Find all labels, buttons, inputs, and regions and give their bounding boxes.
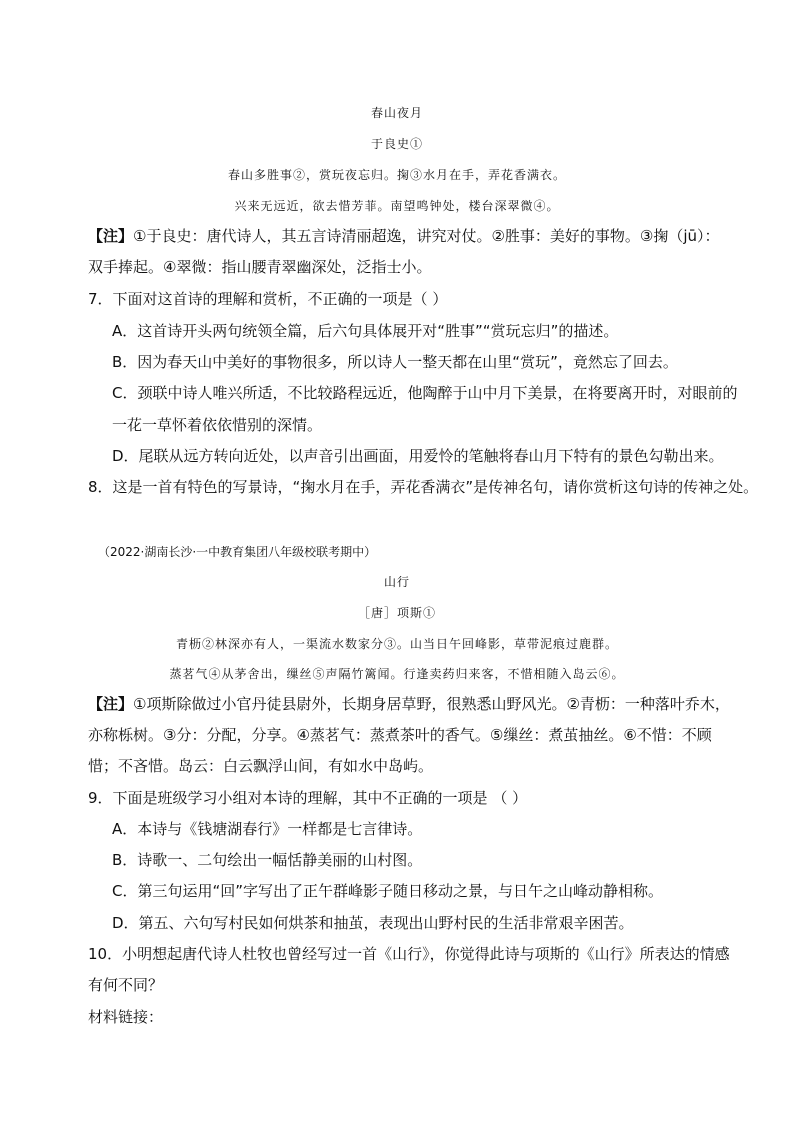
q9-option-d: D．第五、六句写村民如何烘茶和抽茧，表现出山野村民的生活非常艰辛困苦。	[112, 914, 634, 932]
q7-option-c-1: C．颈联中诗人唯兴所适，不比较路程远近，他陶醉于山中月下美景，在将要离开时，对眼前的	[112, 384, 738, 402]
q7-stem: 7．下面对这首诗的理解和赏析，不正确的一项是（ ）	[88, 290, 448, 308]
q9-option-c: C．第三句运用“回”字写出了正午群峰影子随日移动之景，与日午之山峰动静相称。	[112, 882, 664, 900]
q10-stem-2: 有何不同？	[88, 976, 164, 994]
note2-text-1: ①项斯除做过小官丹徒县尉外，长期身居草野，很熟悉山野风光。②青枥：一种落叶乔木，	[133, 695, 730, 713]
note2-line-1	[88, 694, 730, 714]
note2-label: 【注】	[88, 695, 134, 713]
poem2-title: 山行	[383, 575, 410, 589]
q9-stem: 9．下面是班级学习小组对本诗的理解，其中不正确的一项是 （ ）	[88, 789, 528, 807]
poem1-author: 于良史①	[370, 137, 423, 151]
poem1-line-1: 春山多胜事②，赏玩夜忘归。掬③水月在手，弄花香满衣。	[227, 168, 566, 182]
note1-line-2: 双手捧起。④翠微：指山腰青翠幽深处，泛指士小。	[88, 258, 432, 276]
q9-option-a: A．本诗与《钱塘湖春行》一样都是七言律诗。	[112, 820, 423, 838]
poem1-line-2: 兴来无远近，欲去惜芳菲。南望鸣钟处，楼台深翠微④。	[234, 199, 560, 213]
poem2-line-1: 青枥②林深亦有人，一渠流水数家分③。山当日午回峰影，草带泥痕过鹿群。	[175, 637, 618, 651]
poem2-line-2: 蒸茗气④从茅舍出，缫丝⑤声隔竹篱闻。行逢卖药归来客，不惜相随入岛云⑥。	[169, 667, 625, 681]
poem2-author: ［唐］项斯①	[357, 606, 436, 620]
note2-line-3: 惜；不吝惜。岛云：白云飘浮山间，有如水中岛屿。	[88, 757, 434, 775]
note2-line-2: 亦称栎树。③分：分配，分享。④蒸茗气：蒸煮茶叶的香气。⑤缫丝：煮茧抽丝。⑥不惜：不顾	[88, 726, 712, 744]
q10-material-link: 材料链接：	[88, 1008, 164, 1026]
q7-option-a: A．这首诗开头两句统领全篇，后六句具体展开对“胜事”“赏玩忘归”的描述。	[112, 322, 619, 340]
q9-option-b: B．诗歌一、二句绘出一幅恬静美丽的山村图。	[112, 851, 423, 869]
q7-option-c-2: 一花一草怀着依依惜别的深情。	[112, 416, 323, 434]
note1-line-1	[88, 226, 720, 246]
note1-text-1: ①于良史：唐代诗人，其五言诗清丽超逸，讲究对仗。②胜事：美好的事物。③掬（jū）：	[133, 227, 720, 245]
poem1-title: 春山夜月	[370, 106, 423, 120]
source-citation: （2022·湖南长沙·一中教育集团八年级校联考期中）	[98, 545, 377, 559]
q8-stem: 8．这是一首有特色的写景诗，“掬水月在手，弄花香满衣”是传神名句，请你赏析这句诗的传神之处。	[88, 478, 759, 496]
q10-stem-1: 10．小明想起唐代诗人杜牧也曾经写过一首《山行》，你觉得此诗与项斯的《山行》所表达的情感	[88, 945, 730, 963]
q7-option-b: B．因为春天山中美好的事物很多，所以诗人一整天都在山里“赏玩”，竟然忘了回去。	[112, 353, 678, 371]
q7-option-d: D．尾联从远方转向近处，以声音引出画面，用爱怜的笔触将春山月下特有的景色勾勒出来。	[112, 447, 724, 465]
note1-label: 【注】	[88, 227, 134, 245]
